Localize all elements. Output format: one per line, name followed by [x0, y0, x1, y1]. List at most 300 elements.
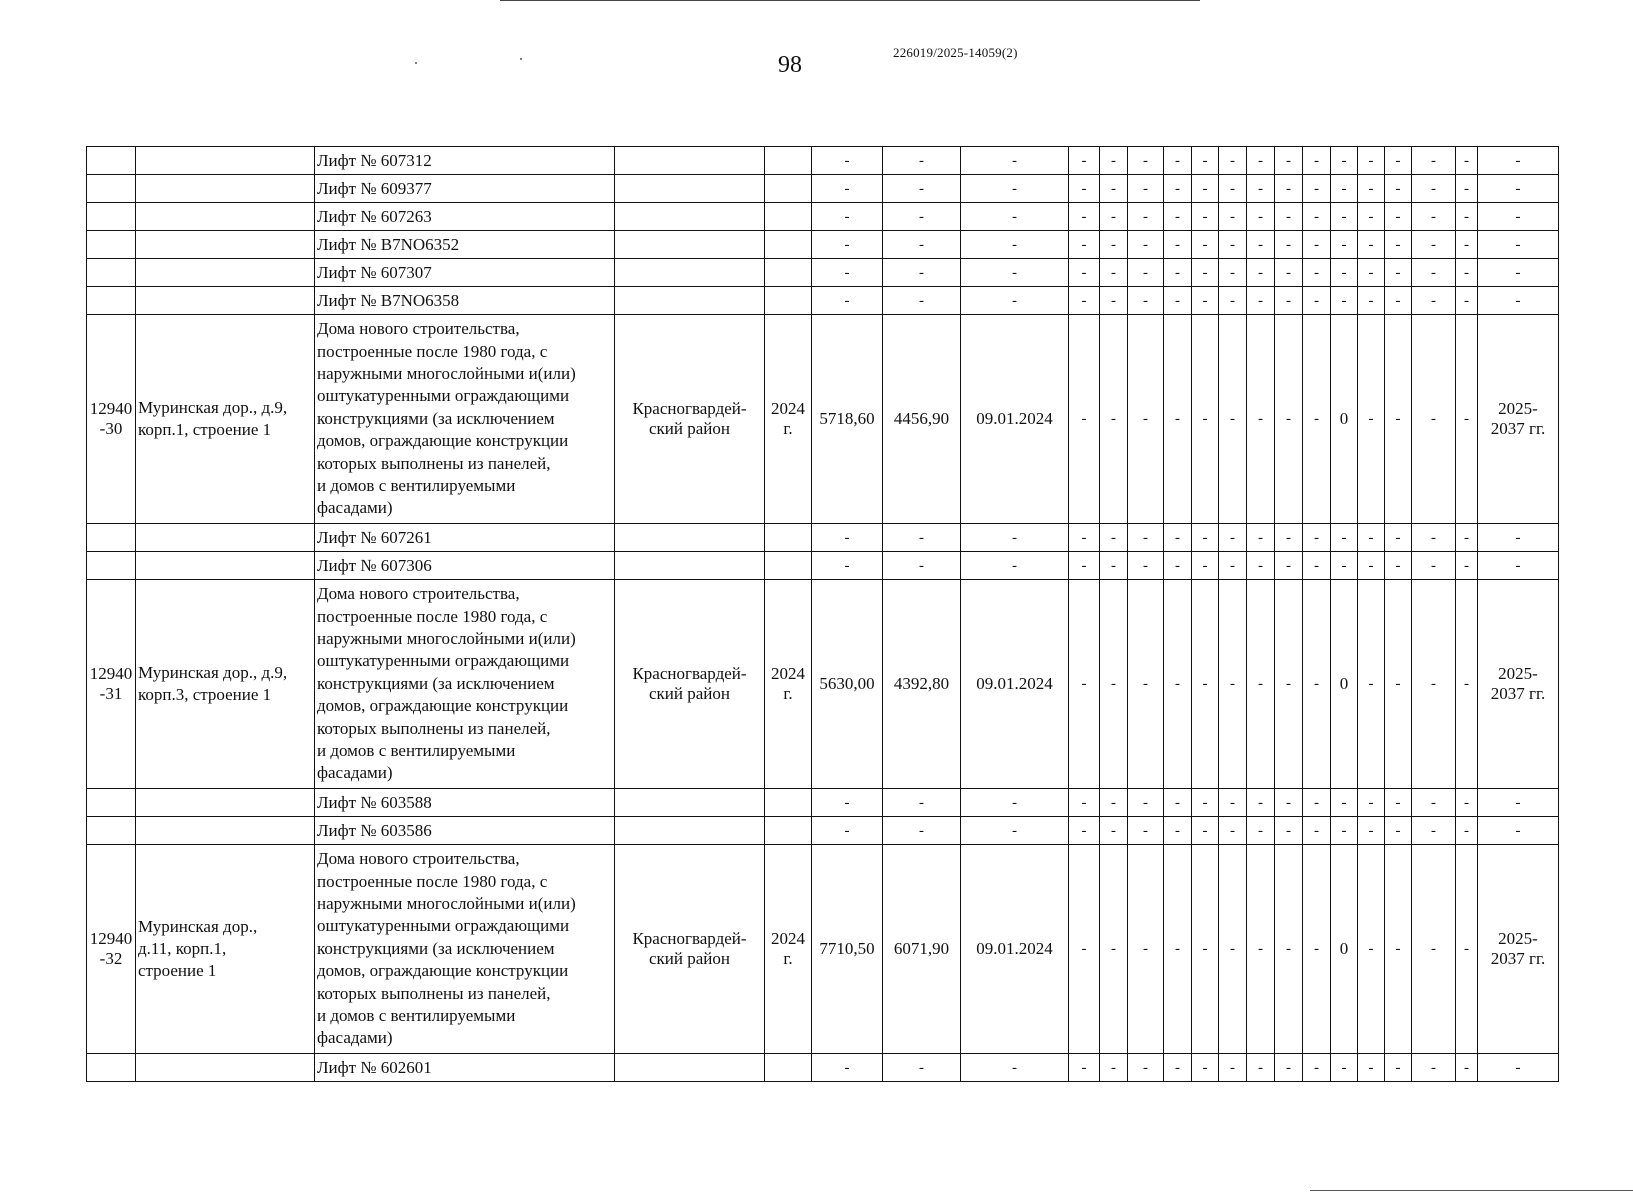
survey-date-cell: - [961, 552, 1069, 580]
period-cell: - [1478, 552, 1559, 580]
address-cell [136, 259, 315, 287]
period-cell: 2025- 2037 гг. [1478, 580, 1559, 789]
year-cell [765, 817, 812, 845]
page-number: 98 [778, 52, 802, 78]
address-cell [136, 552, 315, 580]
work-type-cell: - [1275, 147, 1303, 175]
year-cell [765, 789, 812, 817]
elevator-name-cell: Лифт № 603588 [315, 789, 615, 817]
period-cell: - [1478, 203, 1559, 231]
work-type-cell: - [1412, 845, 1456, 1054]
elevator-row [87, 147, 1559, 175]
period-cell: - [1478, 1054, 1559, 1082]
work-type-cell: - [1303, 789, 1331, 817]
work-type-cell: - [1219, 287, 1247, 315]
work-type-cell: - [1219, 315, 1247, 524]
row-number-cell [87, 524, 136, 552]
elevator-name-cell: Лифт № 607263 [315, 203, 615, 231]
survey-date-cell: - [961, 789, 1069, 817]
work-type-cell: - [1069, 203, 1100, 231]
work-type-cell: - [1456, 789, 1478, 817]
row-number-cell [87, 147, 136, 175]
work-type-cell: - [1192, 1054, 1219, 1082]
work-type-cell: - [1100, 259, 1128, 287]
survey-date-cell: 09.01.2024 [961, 845, 1069, 1054]
work-type-cell: 0 [1331, 315, 1358, 524]
year-cell [765, 287, 812, 315]
work-type-cell: - [1164, 552, 1192, 580]
work-type-cell: - [1412, 287, 1456, 315]
total-area-cell: - [812, 175, 883, 203]
living-area-cell: - [883, 789, 961, 817]
work-type-cell: - [1247, 580, 1275, 789]
building-type-cell: Дома нового строительства, построенные после 1980 года, с наружными многослойными и(или) оштукатуренными ограждающими конструкциями (за исключением домов, ограждающие конструкции которых выполнены из панелей, и домов с вентилируемыми фасадами) [315, 845, 615, 1054]
work-type-cell: - [1192, 845, 1219, 1054]
work-type-cell: - [1100, 552, 1128, 580]
address-cell [136, 147, 315, 175]
year-cell: 2024 г. [765, 315, 812, 524]
work-type-cell: - [1456, 203, 1478, 231]
address-cell [136, 175, 315, 203]
year-cell [765, 524, 812, 552]
work-type-cell: - [1219, 1054, 1247, 1082]
elevator-name-cell: Лифт № 607307 [315, 259, 615, 287]
work-type-cell: - [1331, 147, 1358, 175]
work-type-cell: - [1385, 1054, 1412, 1082]
work-type-cell: - [1331, 552, 1358, 580]
building-type-cell: Дома нового строительства, построенные после 1980 года, с наружными многослойными и(или) оштукатуренными ограждающими конструкциями (за исключением домов, ограждающие конструкции которых выполнены из панелей, и домов с вентилируемыми фасадами) [315, 580, 615, 789]
work-type-cell: - [1247, 231, 1275, 259]
top-scan-rule [500, 0, 1200, 1]
building-row [87, 580, 1559, 789]
survey-date-cell: - [961, 147, 1069, 175]
work-type-cell: - [1069, 817, 1100, 845]
work-type-cell: - [1192, 147, 1219, 175]
total-area-cell: 5630,00 [812, 580, 883, 789]
work-type-cell: - [1100, 203, 1128, 231]
work-type-cell: - [1219, 147, 1247, 175]
building-row [87, 315, 1559, 524]
work-type-cell: - [1100, 845, 1128, 1054]
work-type-cell: - [1219, 524, 1247, 552]
work-type-cell: - [1128, 524, 1164, 552]
work-type-cell: - [1219, 817, 1247, 845]
work-type-cell: - [1192, 789, 1219, 817]
work-type-cell: - [1358, 845, 1385, 1054]
work-type-cell: - [1192, 175, 1219, 203]
year-cell: 2024 г. [765, 580, 812, 789]
total-area-cell: - [812, 817, 883, 845]
elevator-row [87, 552, 1559, 580]
work-type-cell: - [1247, 203, 1275, 231]
living-area-cell: - [883, 259, 961, 287]
work-type-cell: - [1275, 259, 1303, 287]
row-number-cell [87, 552, 136, 580]
work-type-cell: - [1247, 524, 1275, 552]
work-type-cell: - [1358, 259, 1385, 287]
work-type-cell: - [1164, 1054, 1192, 1082]
address-cell: Муринская дор., д.9, корп.1, строение 1 [136, 315, 315, 524]
work-type-cell: - [1303, 524, 1331, 552]
work-type-cell: - [1128, 1054, 1164, 1082]
work-type-cell: - [1164, 147, 1192, 175]
living-area-cell: 4392,80 [883, 580, 961, 789]
survey-date-cell: - [961, 175, 1069, 203]
elevator-name-cell: Лифт № 607306 [315, 552, 615, 580]
total-area-cell: 5718,60 [812, 315, 883, 524]
year-cell [765, 175, 812, 203]
district-cell [615, 203, 765, 231]
work-type-cell: - [1303, 259, 1331, 287]
work-type-cell: - [1219, 580, 1247, 789]
work-type-cell: - [1385, 789, 1412, 817]
work-type-cell: - [1128, 147, 1164, 175]
total-area-cell: - [812, 259, 883, 287]
work-type-cell: - [1456, 552, 1478, 580]
period-cell: - [1478, 789, 1559, 817]
work-type-cell: - [1128, 175, 1164, 203]
work-type-cell: - [1275, 315, 1303, 524]
work-type-cell: 0 [1331, 580, 1358, 789]
work-type-cell: - [1358, 287, 1385, 315]
work-type-cell: - [1219, 259, 1247, 287]
work-type-cell: - [1303, 552, 1331, 580]
work-type-cell: - [1069, 287, 1100, 315]
work-type-cell: - [1412, 147, 1456, 175]
work-type-cell: - [1303, 147, 1331, 175]
work-type-cell: - [1164, 315, 1192, 524]
year-cell: 2024 г. [765, 845, 812, 1054]
work-type-cell: - [1219, 789, 1247, 817]
survey-date-cell: - [961, 817, 1069, 845]
work-type-cell: - [1331, 203, 1358, 231]
district-cell [615, 524, 765, 552]
work-type-cell: - [1275, 203, 1303, 231]
housing-registry-table [86, 146, 1559, 1082]
elevator-name-cell: Лифт № 607261 [315, 524, 615, 552]
survey-date-cell: - [961, 259, 1069, 287]
work-type-cell: - [1128, 231, 1164, 259]
period-cell: - [1478, 175, 1559, 203]
year-cell [765, 147, 812, 175]
elevator-row [87, 203, 1559, 231]
survey-date-cell: 09.01.2024 [961, 580, 1069, 789]
work-type-cell: - [1456, 287, 1478, 315]
district-cell [615, 1054, 765, 1082]
work-type-cell: - [1358, 817, 1385, 845]
district-cell [615, 789, 765, 817]
district-cell: Красногвардей- ский район [615, 580, 765, 789]
total-area-cell: - [812, 552, 883, 580]
work-type-cell: - [1247, 259, 1275, 287]
work-type-cell: - [1069, 315, 1100, 524]
row-number-cell [87, 259, 136, 287]
elevator-name-cell: Лифт № B7NO6352 [315, 231, 615, 259]
work-type-cell: - [1192, 524, 1219, 552]
work-type-cell: - [1385, 524, 1412, 552]
work-type-cell: - [1412, 231, 1456, 259]
work-type-cell: - [1456, 147, 1478, 175]
work-type-cell: - [1069, 789, 1100, 817]
work-type-cell: - [1412, 552, 1456, 580]
district-cell [615, 817, 765, 845]
work-type-cell: - [1069, 580, 1100, 789]
living-area-cell: 6071,90 [883, 845, 961, 1054]
work-type-cell: - [1456, 315, 1478, 524]
work-type-cell: - [1303, 203, 1331, 231]
work-type-cell: - [1385, 552, 1412, 580]
work-type-cell: - [1100, 287, 1128, 315]
address-cell: Муринская дор., д.9, корп.3, строение 1 [136, 580, 315, 789]
work-type-cell: - [1247, 147, 1275, 175]
work-type-cell: - [1128, 315, 1164, 524]
document-id: 226019/2025-14059(2) [893, 45, 1018, 60]
work-type-cell: - [1069, 524, 1100, 552]
elevator-name-cell: Лифт № 602601 [315, 1054, 615, 1082]
bottom-scan-rule [1310, 1190, 1633, 1191]
work-type-cell: - [1303, 845, 1331, 1054]
work-type-cell: - [1247, 817, 1275, 845]
work-type-cell: - [1385, 175, 1412, 203]
living-area-cell: 4456,90 [883, 315, 961, 524]
work-type-cell: - [1100, 231, 1128, 259]
address-cell [136, 203, 315, 231]
work-type-cell: - [1331, 175, 1358, 203]
work-type-cell: - [1247, 789, 1275, 817]
work-type-cell: - [1358, 315, 1385, 524]
work-type-cell: - [1331, 1054, 1358, 1082]
work-type-cell: - [1100, 817, 1128, 845]
address-cell [136, 231, 315, 259]
work-type-cell: - [1385, 315, 1412, 524]
district-cell [615, 147, 765, 175]
year-cell [765, 203, 812, 231]
work-type-cell: - [1128, 789, 1164, 817]
survey-date-cell: - [961, 203, 1069, 231]
row-number-cell [87, 203, 136, 231]
work-type-cell: - [1164, 259, 1192, 287]
period-cell: - [1478, 231, 1559, 259]
work-type-cell: - [1164, 845, 1192, 1054]
survey-date-cell: - [961, 287, 1069, 315]
total-area-cell: - [812, 1054, 883, 1082]
work-type-cell: - [1192, 287, 1219, 315]
period-cell: 2025- 2037 гг. [1478, 315, 1559, 524]
work-type-cell: - [1385, 845, 1412, 1054]
survey-date-cell: - [961, 1054, 1069, 1082]
row-number-cell [87, 231, 136, 259]
work-type-cell: - [1331, 287, 1358, 315]
survey-date-cell: 09.01.2024 [961, 315, 1069, 524]
total-area-cell: - [812, 231, 883, 259]
work-type-cell: - [1164, 231, 1192, 259]
work-type-cell: - [1275, 845, 1303, 1054]
work-type-cell: - [1275, 1054, 1303, 1082]
work-type-cell: - [1385, 817, 1412, 845]
year-cell [765, 1054, 812, 1082]
year-cell [765, 231, 812, 259]
work-type-cell: - [1303, 287, 1331, 315]
address-cell: Муринская дор., д.11, корп.1, строение 1 [136, 845, 315, 1054]
work-type-cell: - [1412, 580, 1456, 789]
district-cell: Красногвардей- ский район [615, 845, 765, 1054]
work-type-cell: - [1358, 175, 1385, 203]
work-type-cell: - [1358, 203, 1385, 231]
work-type-cell: - [1219, 175, 1247, 203]
elevator-row [87, 231, 1559, 259]
work-type-cell: - [1100, 147, 1128, 175]
work-type-cell: - [1303, 315, 1331, 524]
row-number-cell [87, 287, 136, 315]
elevator-name-cell: Лифт № 607312 [315, 147, 615, 175]
work-type-cell: - [1456, 580, 1478, 789]
row-number-cell [87, 1054, 136, 1082]
elevator-row [87, 175, 1559, 203]
work-type-cell: - [1192, 231, 1219, 259]
work-type-cell: - [1100, 1054, 1128, 1082]
row-number-cell [87, 175, 136, 203]
work-type-cell: - [1385, 231, 1412, 259]
work-type-cell: - [1412, 259, 1456, 287]
elevator-row [87, 817, 1559, 845]
work-type-cell: - [1128, 845, 1164, 1054]
building-row [87, 845, 1559, 1054]
elevator-row [87, 287, 1559, 315]
work-type-cell: - [1358, 552, 1385, 580]
work-type-cell: - [1247, 1054, 1275, 1082]
work-type-cell: - [1069, 175, 1100, 203]
work-type-cell: - [1358, 524, 1385, 552]
work-type-cell: - [1219, 203, 1247, 231]
work-type-cell: - [1412, 817, 1456, 845]
address-cell [136, 1054, 315, 1082]
work-type-cell: - [1100, 789, 1128, 817]
scan-speck [415, 62, 417, 64]
work-type-cell: - [1412, 1054, 1456, 1082]
work-type-cell: - [1358, 580, 1385, 789]
total-area-cell: - [812, 789, 883, 817]
work-type-cell: - [1385, 259, 1412, 287]
work-type-cell: - [1069, 259, 1100, 287]
elevator-row [87, 789, 1559, 817]
work-type-cell: - [1128, 259, 1164, 287]
living-area-cell: - [883, 817, 961, 845]
scan-speck [520, 58, 522, 60]
work-type-cell: - [1192, 817, 1219, 845]
living-area-cell: - [883, 1054, 961, 1082]
work-type-cell: - [1412, 203, 1456, 231]
work-type-cell: - [1412, 175, 1456, 203]
work-type-cell: - [1275, 231, 1303, 259]
address-cell [136, 817, 315, 845]
work-type-cell: - [1192, 580, 1219, 789]
district-cell [615, 552, 765, 580]
address-cell [136, 287, 315, 315]
period-cell: - [1478, 259, 1559, 287]
work-type-cell: - [1192, 259, 1219, 287]
work-type-cell: - [1303, 580, 1331, 789]
year-cell [765, 259, 812, 287]
work-type-cell: - [1456, 817, 1478, 845]
work-type-cell: - [1385, 580, 1412, 789]
building-type-cell: Дома нового строительства, построенные после 1980 года, с наружными многослойными и(или) оштукатуренными ограждающими конструкциями (за исключением домов, ограждающие конструкции которых выполнены из панелей, и домов с вентилируемыми фасадами) [315, 315, 615, 524]
work-type-cell: - [1412, 789, 1456, 817]
work-type-cell: - [1128, 817, 1164, 845]
year-cell [765, 552, 812, 580]
district-cell [615, 231, 765, 259]
work-type-cell: - [1385, 147, 1412, 175]
work-type-cell: - [1128, 203, 1164, 231]
living-area-cell: - [883, 203, 961, 231]
work-type-cell: - [1164, 287, 1192, 315]
work-type-cell: - [1128, 552, 1164, 580]
elevator-name-cell: Лифт № 603586 [315, 817, 615, 845]
work-type-cell: - [1385, 203, 1412, 231]
elevator-row [87, 1054, 1559, 1082]
work-type-cell: - [1456, 175, 1478, 203]
work-type-cell: - [1331, 524, 1358, 552]
period-cell: - [1478, 287, 1559, 315]
work-type-cell: - [1128, 287, 1164, 315]
work-type-cell: - [1100, 175, 1128, 203]
work-type-cell: - [1331, 789, 1358, 817]
registry-body [87, 147, 1559, 1082]
period-cell: - [1478, 524, 1559, 552]
survey-date-cell: - [961, 231, 1069, 259]
living-area-cell: - [883, 147, 961, 175]
work-type-cell: - [1219, 845, 1247, 1054]
work-type-cell: - [1456, 524, 1478, 552]
address-cell [136, 789, 315, 817]
work-type-cell: - [1100, 524, 1128, 552]
work-type-cell: - [1456, 231, 1478, 259]
work-type-cell: - [1069, 231, 1100, 259]
work-type-cell: - [1128, 580, 1164, 789]
period-cell: - [1478, 817, 1559, 845]
work-type-cell: - [1275, 817, 1303, 845]
elevator-name-cell: Лифт № B7NO6358 [315, 287, 615, 315]
work-type-cell: - [1247, 315, 1275, 524]
work-type-cell: - [1247, 287, 1275, 315]
work-type-cell: - [1456, 845, 1478, 1054]
address-cell [136, 524, 315, 552]
work-type-cell: - [1192, 315, 1219, 524]
work-type-cell: - [1303, 231, 1331, 259]
work-type-cell: - [1164, 175, 1192, 203]
work-type-cell: - [1385, 287, 1412, 315]
work-type-cell: - [1358, 231, 1385, 259]
work-type-cell: - [1456, 259, 1478, 287]
district-cell [615, 175, 765, 203]
work-type-cell: - [1358, 789, 1385, 817]
work-type-cell: - [1358, 1054, 1385, 1082]
work-type-cell: - [1069, 147, 1100, 175]
work-type-cell: - [1164, 203, 1192, 231]
living-area-cell: - [883, 287, 961, 315]
work-type-cell: - [1275, 552, 1303, 580]
district-cell [615, 287, 765, 315]
work-type-cell: - [1192, 552, 1219, 580]
elevator-row [87, 524, 1559, 552]
row-number-cell [87, 789, 136, 817]
work-type-cell: - [1164, 789, 1192, 817]
work-type-cell: - [1303, 1054, 1331, 1082]
total-area-cell: - [812, 147, 883, 175]
work-type-cell: - [1100, 580, 1128, 789]
survey-date-cell: - [961, 524, 1069, 552]
work-type-cell: - [1331, 259, 1358, 287]
work-type-cell: - [1358, 147, 1385, 175]
